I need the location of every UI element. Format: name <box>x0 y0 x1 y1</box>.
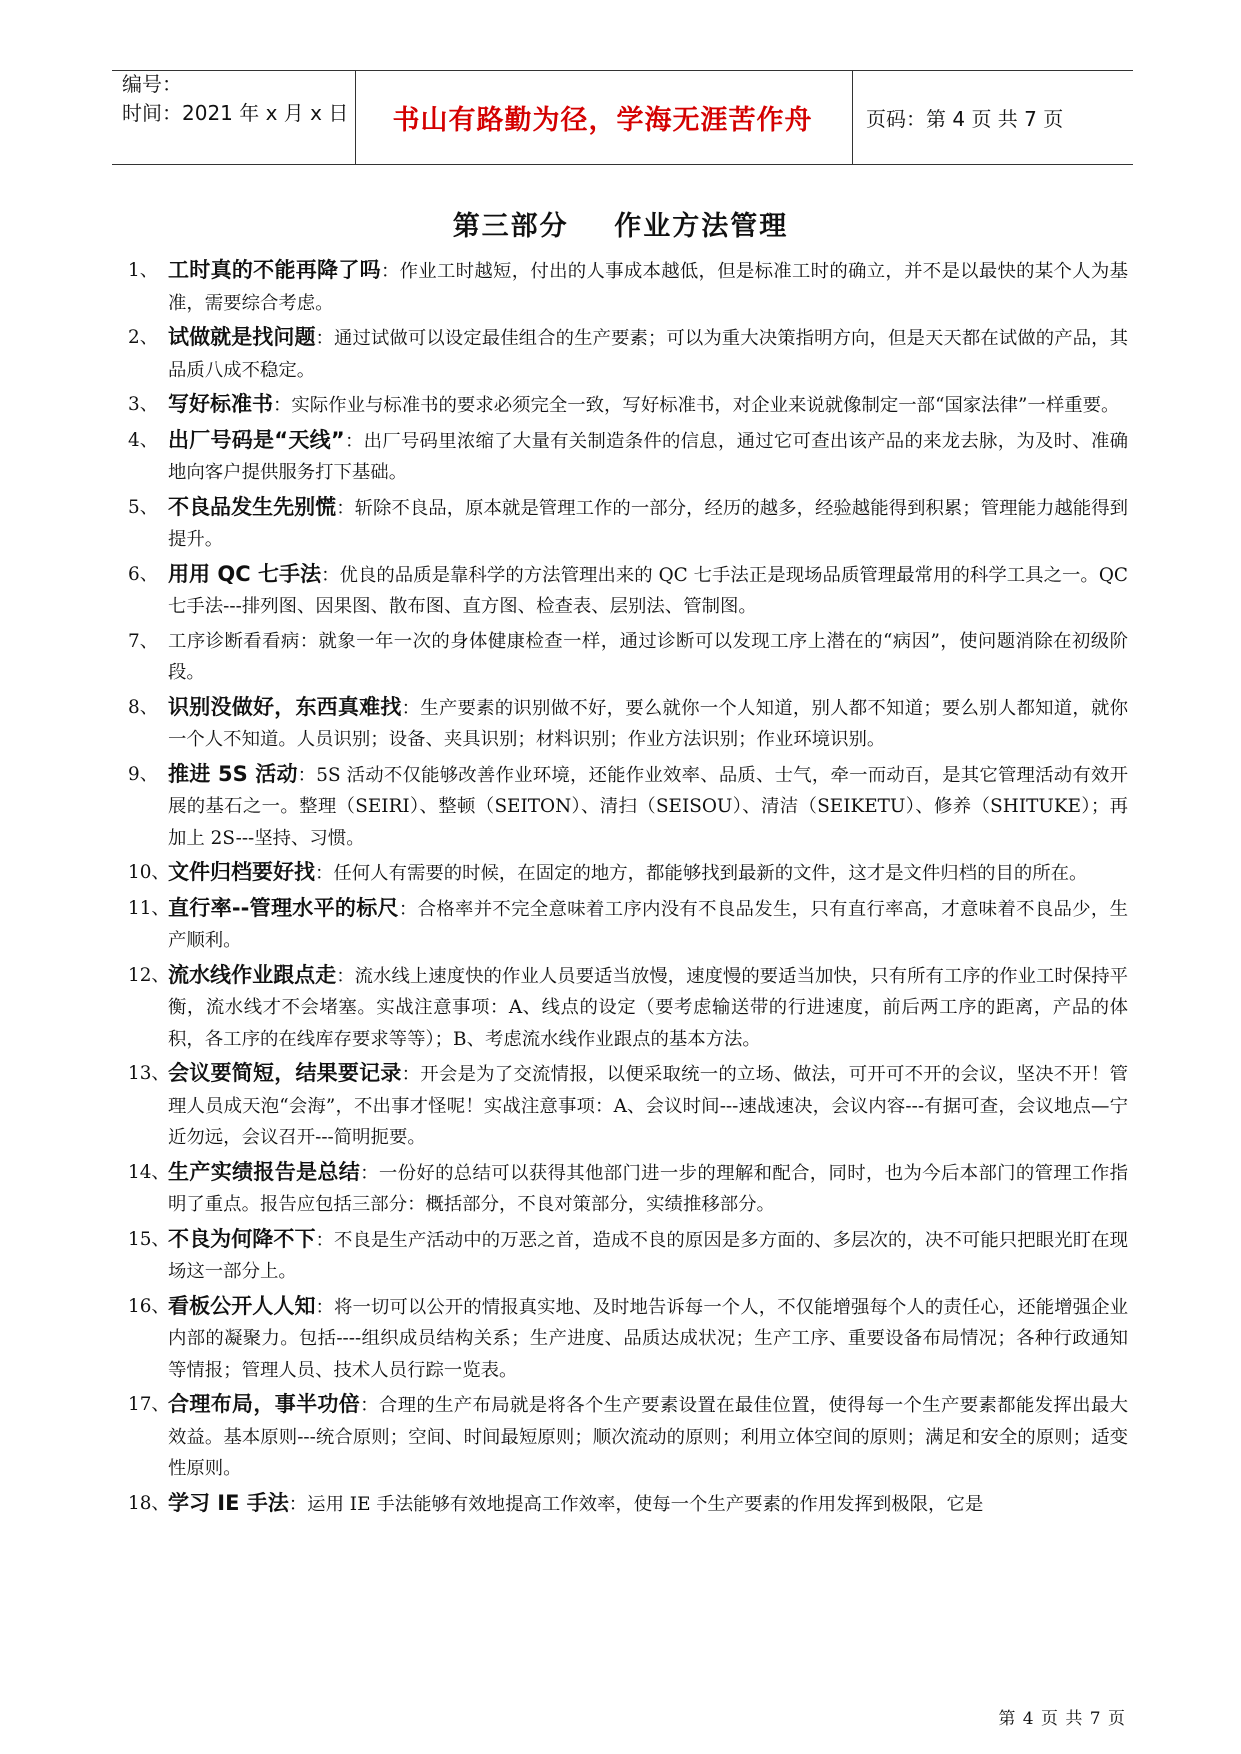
list-item <box>128 1488 1128 1521</box>
item-keyword: 流水线作业跟点走 <box>168 962 337 987</box>
item-keyword: 出厂号码是“天线” <box>168 427 345 452</box>
item-number: 6、 <box>128 563 159 585</box>
item-text: ：实际作业与标准书的要求必须完全一致，写好标准书，对企业来说就像制定一部“国家法律”一样重要。 <box>273 395 1120 416</box>
item-number: 18、 <box>128 1492 170 1514</box>
item-text: ：不良是生产活动中的万恶之首，造成不良的原因是多方面的、多层次的，决不可能只把眼光盯在现场这一部分上。 <box>168 1229 1128 1282</box>
item-number: 10、 <box>128 862 170 883</box>
list-item <box>128 1224 1128 1288</box>
item-text: ：流水线上速度快的作业人员要适当放慢，速度慢的要适当加快，只有所有工序的作业工时保持平衡，流水线才不会堵塞。实战注意事项：A、线点的设定（要考虑输送带的行进速度，前后两工序的距离，产品的体积，各工序的在线库存要求等等）；B、考虑流水线作业跟点的基本方法。 <box>168 965 1128 1050</box>
item-text: ：5S 活动不仅能够改善作业环境，还能作业效率、品质、士气，牵一而动百，是其它管理活动有效开展的基石之一。整理（SEIRI）、整顿（SEITON）、清扫（SEISOU）、清洁（SEIKETU）、修养（SHITUKE）；再加上 2S---坚持、习惯。 <box>168 764 1128 849</box>
list-item <box>128 1058 1128 1154</box>
item-text: ：合格率并不完全意味着工序内没有不良品发生，只有直行率高，才意味着不良品少，生产顺利。 <box>168 898 1128 951</box>
item-number: 12、 <box>128 964 170 986</box>
list-item <box>128 492 1128 556</box>
item-number: 13、 <box>128 1063 170 1084</box>
list-item <box>128 322 1128 386</box>
item-keyword: 推进 5S 活动 <box>168 761 298 786</box>
item-number: 4、 <box>128 429 159 451</box>
page-footer: 第 4 页 共 7 页 <box>998 1709 1126 1729</box>
item-number: 3、 <box>128 394 159 415</box>
header-divider-left <box>355 70 356 164</box>
item-number: 11、 <box>128 897 170 919</box>
item-number: 7、 <box>128 630 159 652</box>
item-keyword: 用用 QC 七手法 <box>168 561 322 586</box>
item-text: ：开会是为了交流情报，以便采取统一的立场、做法，可开可不开的会议，坚决不开！管理人员成天泡“会海”，不出事才怪呢！实战注意事项：A、会议时间---速战速决，会议内容---有据可查，会议地点—宁近勿远，会议召开---简明扼要。 <box>168 1064 1128 1148</box>
item-text: ：一份好的总结可以获得其他部门进一步的理解和配合，同时，也为今后本部门的管理工作指明了重点。报告应包括三部分：概括部分，不良对策部分，实绩推移部分。 <box>168 1162 1128 1215</box>
header-bottom-rule <box>112 164 1133 165</box>
item-text: ：优良的品质是靠科学的方法管理出来的 QC 七手法正是现场品质管理最常用的科学工具之一。QC 七手法---排列图、因果图、散布图、直方图、检查表、层别法、管制图。 <box>168 564 1128 617</box>
item-text: ：出厂号码里浓缩了大量有关制造条件的信息，通过它可查出该产品的来龙去脉，为及时、准确地向客户提供服务打下基础。 <box>168 430 1128 483</box>
item-keyword: 工时真的不能再降了吗 <box>168 258 381 282</box>
list-item <box>128 960 1128 1056</box>
list-item <box>128 389 1128 422</box>
list-item <box>128 1157 1128 1221</box>
item-text: ：任何人有需要的时候，在固定的地方，都能够找到最新的文件，这才是文件归档的目的所在。 <box>315 863 1088 884</box>
header-divider-right <box>852 70 853 164</box>
management-item-list <box>128 255 1128 1523</box>
item-keyword: 试做就是找问题 <box>168 325 316 349</box>
list-item <box>128 255 1128 319</box>
item-text: ：运用 IE 手法能够有效地提高工作效率，使每一个生产要素的作用发挥到极限，它是 <box>288 1493 984 1515</box>
item-number: 14、 <box>128 1161 170 1183</box>
item-text: ：合理的生产布局就是将各个生产要素设置在最佳位置，使得每一个生产要素都能发挥出最大效益。基本原则---统合原则；空间、时间最短原则；顺次流动的原则；利用立体空间的原则；满足和安全的原则；适变性原则。 <box>168 1395 1128 1479</box>
item-keyword: 合理布局，事半功倍 <box>168 1392 361 1416</box>
item-keyword: 生产实绩报告是总结 <box>168 1159 361 1184</box>
item-number: 15、 <box>128 1228 170 1250</box>
item-number: 2、 <box>128 327 159 348</box>
item-number: 17、 <box>128 1394 170 1415</box>
list-item <box>128 626 1128 689</box>
document-number-label: 编号： <box>122 72 182 96</box>
item-text: ：斩除不良品，原本就是管理工作的一部分，经历的越多，经验越能得到积累；管理能力越能得到提升。 <box>168 497 1128 550</box>
item-keyword: 直行率--管理水平的标尺 <box>168 895 399 920</box>
item-keyword: 不良品发生先别慌 <box>168 494 337 519</box>
list-item <box>128 857 1128 890</box>
header-motto: 书山有路勤为径，学海无涯苦作舟 <box>392 104 813 136</box>
item-number: 16、 <box>128 1295 170 1317</box>
item-keyword: 识别没做好，东西真难找 <box>168 694 402 719</box>
item-number: 5、 <box>128 496 159 518</box>
item-keyword: 不良为何降不下 <box>168 1226 316 1251</box>
list-item <box>128 692 1128 756</box>
list-item <box>128 559 1128 623</box>
item-text: ：生产要素的识别做不好，要么就你一个人知道，别人都不知道；要么别人都知道，就你一个人不知道。人员识别；设备、夹具识别；材料识别；作业方法识别；作业环境识别。 <box>168 697 1128 750</box>
item-keyword: 文件归档要好找 <box>168 860 315 884</box>
list-item <box>128 759 1128 855</box>
list-item <box>128 425 1128 489</box>
item-keyword: 写好标准书 <box>168 392 273 416</box>
item-keyword: 看板公开人人知 <box>168 1293 316 1318</box>
item-text: ：将一切可以公开的情报真实地、及时地告诉每一个人，不仅能增强每个人的责任心，还能增强企业内部的凝聚力。包括----组织成员结构关系；生产进度、品质达成状况；生产工序、重要设备布局情况；各种行政通知等情报；管理人员、技术人员行踪一览表。 <box>168 1296 1128 1381</box>
item-number: 8、 <box>128 696 159 718</box>
list-item <box>128 1291 1128 1387</box>
list-item <box>128 893 1128 957</box>
section-title: 第三部分 作业方法管理 <box>452 211 789 242</box>
document-time-label: 时间：2021 年 x 月 x 日 <box>122 101 349 125</box>
item-text: ：通过试做可以设定最佳组合的生产要素；可以为重大决策指明方向，但是天天都在试做的产品，其品质八成不稳定。 <box>168 328 1128 381</box>
item-text: ：作业工时越短，付出的人事成本越低，但是标准工时的确立，并不是以最快的某个人为基准，需要综合考虑。 <box>168 261 1128 314</box>
list-item <box>128 1389 1128 1485</box>
item-keyword: 会议要简短，结果要记录 <box>168 1061 402 1085</box>
header-page-label: 页码：第 4 页 共 7 页 <box>866 106 1064 131</box>
header-meta <box>122 70 352 164</box>
item-number: 9、 <box>128 763 159 785</box>
item-number: 1、 <box>128 260 159 281</box>
item-keyword: 学习 IE 手法 <box>168 1490 289 1515</box>
item-text: 工序诊断看看病：就象一年一次的身体健康检查一样，通过诊断可以发现工序上潜在的“病因”，使问题消除在初级阶段。 <box>168 630 1128 683</box>
